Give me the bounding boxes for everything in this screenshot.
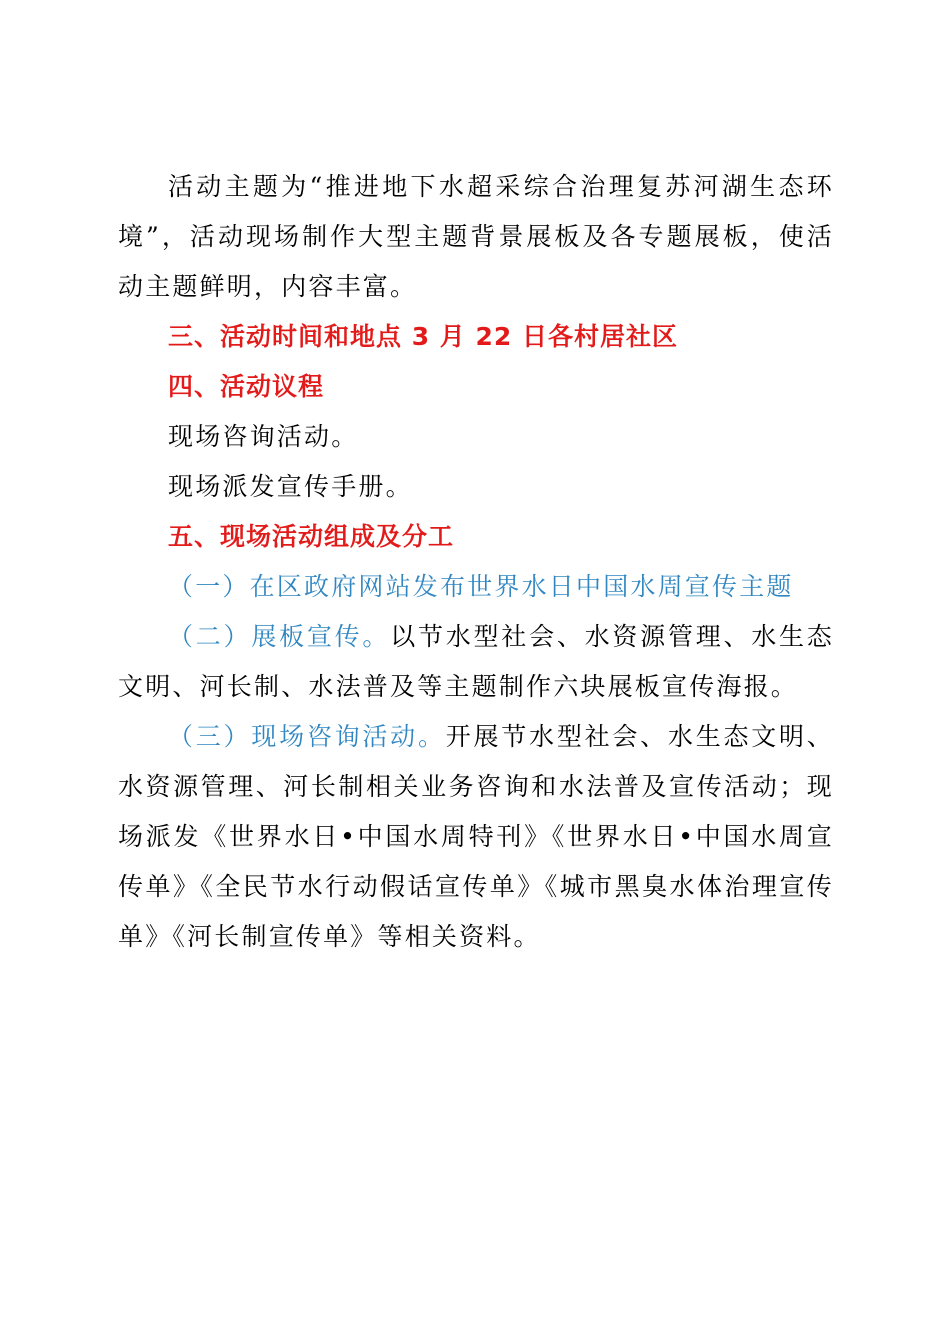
- section-heading-composition: 五、现场活动组成及分工: [168, 522, 455, 551]
- subsection-onsite-consulting: [118, 712, 834, 962]
- subsection-display-boards-body: 以节水型社会、水资源管理、水生态文明、河长制、水法普及等主题制作六块展板宣传海报。: [118, 622, 835, 701]
- subsection-display-boards: [118, 612, 834, 712]
- section-heading-time-place: 三、活动时间和地点 3 月 22 日各村居社区: [168, 322, 679, 351]
- agenda-item-consulting: 现场咨询活动。: [168, 422, 359, 451]
- subsection-onsite-consulting-title: （三）现场咨询活动。: [168, 722, 446, 751]
- subsection-website-publish: （一）在区政府网站发布世界水日中国水周宣传主题: [168, 572, 794, 601]
- subsection-display-boards-title: （二）展板宣传。: [168, 622, 391, 651]
- subsection-onsite-consulting-body: 开展节水型社会、水生态文明、水资源管理、河长制相关业务咨询和水法普及宣传活动；现场派发《世界水日•中国水周特刊》《世界水日•中国水周宣传单》《全民节水行动假话宣传单》《城市黑臭水体治理宣传单》《河长制宣传单》等相关资料。: [118, 722, 834, 951]
- theme-paragraph: 活动主题为“推进地下水超采综合治理复苏河湖生态环境”，活动现场制作大型主题背景展板及各专题展板，使活动主题鲜明，内容丰富。: [118, 172, 834, 301]
- agenda-item-handbook: 现场派发宣传手册。: [168, 472, 413, 501]
- document-body: [118, 162, 834, 962]
- section-heading-agenda: 四、活动议程: [168, 372, 325, 401]
